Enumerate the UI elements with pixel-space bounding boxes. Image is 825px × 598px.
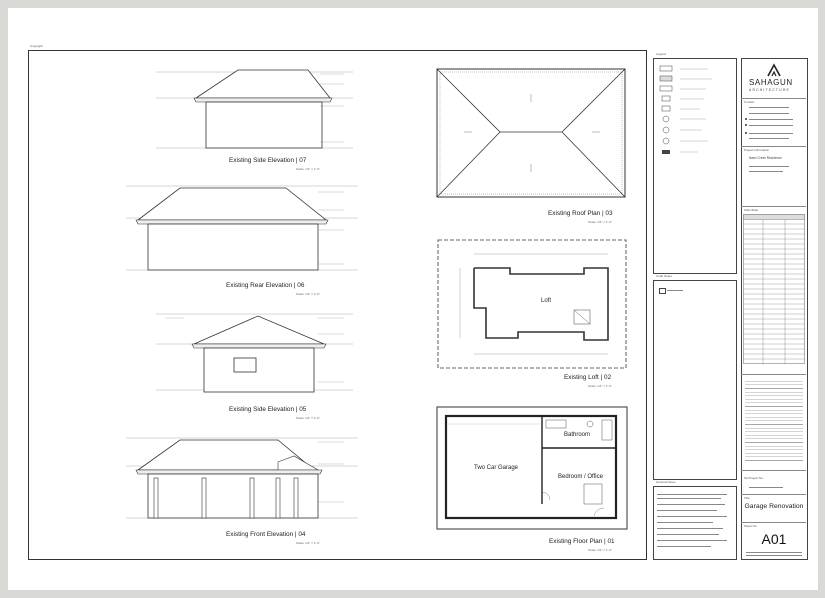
- elevation-side-07-drawing: [148, 60, 378, 170]
- project-line-1: [749, 166, 789, 167]
- legend-symbols: [656, 64, 734, 164]
- project-line-2: [749, 171, 783, 172]
- elevation-rear-06-drawing: [118, 180, 378, 280]
- contact-line-4: [749, 125, 793, 126]
- elevation-05-scale: Scale: 1/4" = 1'-0": [296, 416, 320, 420]
- project-no-line: [749, 487, 783, 488]
- elevation-06-title: Existing Rear Elevation | 06: [226, 282, 305, 289]
- code-notes-item: [659, 288, 666, 294]
- contact-bullet-icon-2: [745, 124, 747, 126]
- contact-line-5: [749, 133, 793, 134]
- titleblock-footer-line-2: [746, 555, 802, 556]
- loft-plan-scale: Scale: 1/4" = 1'-0": [588, 384, 612, 388]
- titleblock-notes-text: [745, 378, 803, 462]
- titleblock-divider-5: [741, 470, 806, 471]
- floor-plan-title: Existing Floor Plan | 01: [549, 538, 615, 545]
- roof-plan-scale: Scale: 1/4" = 1'-0": [588, 220, 612, 224]
- titleblock-divider-6: [741, 494, 806, 495]
- general-notes-line-7: [657, 528, 723, 529]
- contact-bullet-icon-3: [745, 132, 747, 134]
- sheet-no-label: Sheet No.: [744, 524, 758, 528]
- project-name: Nash Creek Residence: [749, 156, 782, 160]
- code-notes-line: [667, 290, 683, 291]
- submittals-table: [743, 214, 805, 364]
- general-notes-line-3: [657, 504, 725, 505]
- elevation-side-05-drawing: [148, 304, 378, 404]
- titleblock-footer-line-1: [746, 552, 802, 553]
- general-notes-line-5: [657, 516, 727, 517]
- contact-bullet-icon-1: [745, 118, 747, 120]
- elevation-04-title: Existing Front Elevation | 04: [226, 531, 306, 538]
- logo-subtitle: ARCHITECTURE: [749, 88, 790, 92]
- elevation-06-scale: Scale: 1/4" = 1'-0": [296, 292, 320, 296]
- project-info-label: Project Information: [744, 148, 770, 152]
- general-notes-line-9: [657, 540, 727, 541]
- contact-line-2: [749, 113, 789, 114]
- general-notes-line-1: [657, 494, 727, 495]
- general-notes-line-10: [657, 546, 711, 547]
- floor-plan-drawing: [434, 404, 630, 534]
- floor-room-bathroom: Bathroom: [564, 432, 591, 438]
- sahagun-logo-icon: [765, 62, 783, 78]
- roof-plan-title: Existing Roof Plan | 03: [548, 210, 613, 217]
- contact-line-3: [749, 119, 793, 120]
- titleblock-divider-7: [741, 522, 806, 523]
- contact-label: Contact: [744, 100, 755, 104]
- general-notes-line-4: [657, 510, 717, 511]
- elevation-05-title: Existing Side Elevation | 05: [229, 406, 307, 413]
- floor-room-bedroom: Bedroom / Office: [558, 474, 603, 480]
- elevation-07-scale: Scale: 1/4" = 1'-0": [296, 167, 320, 171]
- titleblock-divider-1: [741, 98, 806, 99]
- loft-plan-drawing: [434, 236, 630, 372]
- floor-room-garage: Two Car Garage: [474, 465, 519, 471]
- title-label: Title: [744, 496, 750, 500]
- loft-plan-title: Existing Loft | 02: [564, 374, 612, 381]
- floor-plan-scale: Scale: 1/4" = 1'-0": [588, 548, 612, 552]
- project-no-label: SA Project No.: [744, 476, 764, 480]
- copyright-label: Copyright: [30, 44, 43, 48]
- general-notes-title: General Notes: [656, 480, 676, 484]
- general-notes-line-8: [657, 534, 719, 535]
- titleblock-divider-4: [741, 374, 806, 375]
- legend-title: Legend: [656, 52, 667, 56]
- general-notes-line-2: [657, 498, 721, 499]
- submittals-label: Submittals: [744, 208, 759, 212]
- elevation-front-04-drawing: [118, 428, 378, 534]
- code-notes-panel: [653, 280, 737, 480]
- titleblock-divider-3: [741, 206, 806, 207]
- elevation-04-scale: Scale: 1/4" = 1'-0": [296, 541, 320, 545]
- sheet-number: A01: [761, 531, 787, 547]
- elevation-07-title: Existing Side Elevation | 07: [229, 157, 307, 164]
- titleblock-divider-2: [741, 146, 806, 147]
- drawing-sheet: [8, 8, 818, 590]
- code-notes-title: Code Notes: [656, 274, 672, 278]
- contact-line-6: [749, 138, 789, 139]
- logo-name: SAHAGUN: [749, 78, 793, 87]
- roof-plan-drawing: [434, 66, 630, 202]
- sheet-title: Garage Renovation: [744, 503, 804, 510]
- general-notes-line-6: [657, 522, 713, 523]
- loft-room-label: Loft: [541, 298, 552, 304]
- contact-line-1: [749, 107, 789, 108]
